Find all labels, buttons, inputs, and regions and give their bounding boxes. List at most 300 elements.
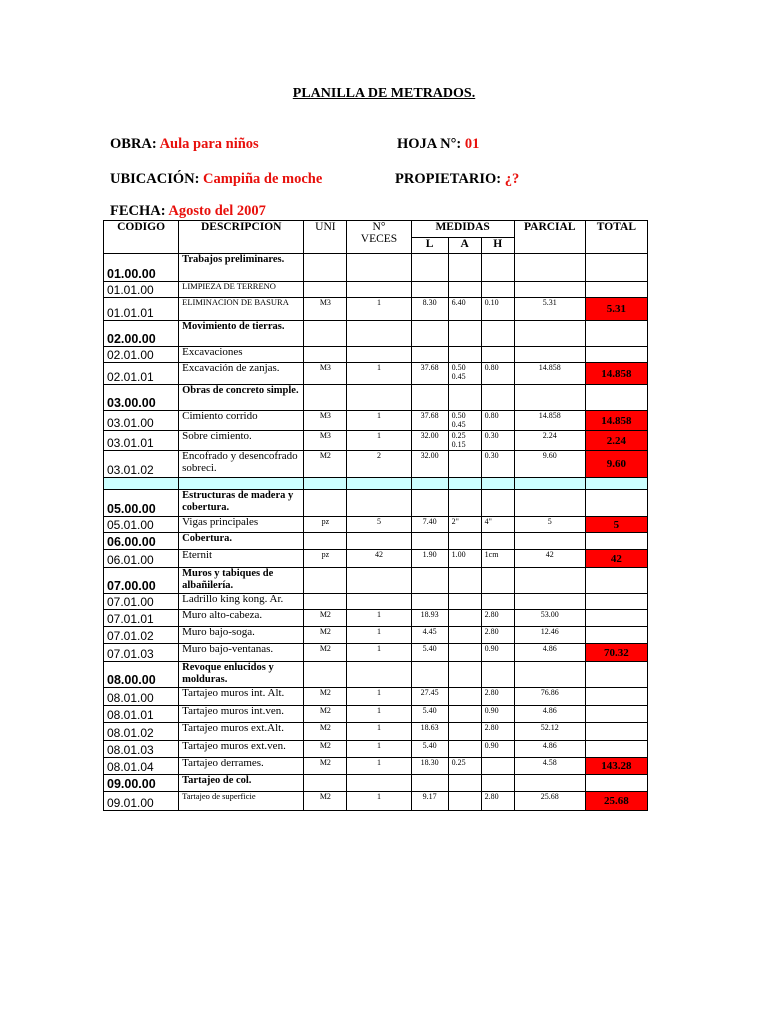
cell-parcial: 5 <box>514 517 585 533</box>
cell-total <box>585 347 647 363</box>
table-row <box>104 490 648 517</box>
cell-veces: 5 <box>347 517 411 533</box>
cell-codigo: 07.00.00 <box>104 568 179 594</box>
cell-h: 0.90 <box>481 741 514 758</box>
col-descripcion: DESCRIPCION <box>179 221 304 254</box>
table-row <box>104 478 648 490</box>
metrados-table <box>103 220 648 811</box>
col-medidas: MEDIDAS <box>411 221 514 238</box>
cell-descripcion: Encofrado y desencofrado sobreci. <box>179 451 304 478</box>
cell-codigo: 05.00.00 <box>104 490 179 517</box>
cell-veces: 1 <box>347 688 411 706</box>
cell-parcial: 4.58 <box>514 758 585 775</box>
cell-parcial <box>514 478 585 490</box>
cell-l: 8.30 <box>411 298 448 321</box>
cell-descripcion: LIMPIEZA DE TERRENO <box>179 282 304 298</box>
cell-descripcion: Sobre cimiento. <box>179 431 304 451</box>
cell-descripcion: Tartajeo de col. <box>179 775 304 792</box>
cell-h <box>481 594 514 610</box>
col-a: A <box>448 238 481 254</box>
cell-total: 5.31 <box>585 298 647 321</box>
cell-codigo: 01.00.00 <box>104 254 179 282</box>
cell-uni: M3 <box>304 298 347 321</box>
cell-total <box>585 490 647 517</box>
cell-total <box>585 741 647 758</box>
cell-a <box>448 594 481 610</box>
cell-h <box>481 775 514 792</box>
cell-total: 25.68 <box>585 792 647 811</box>
cell-parcial: 42 <box>514 550 585 568</box>
propietario-field <box>395 171 519 188</box>
table-row <box>104 644 648 662</box>
cell-a <box>448 321 481 347</box>
cell-veces <box>347 490 411 517</box>
cell-uni <box>304 385 347 411</box>
cell-total <box>585 478 647 490</box>
cell-uni <box>304 594 347 610</box>
cell-a <box>448 792 481 811</box>
cell-parcial: 14.858 <box>514 411 585 431</box>
cell-codigo: 07.01.00 <box>104 594 179 610</box>
cell-h <box>481 568 514 594</box>
cell-parcial: 9.60 <box>514 451 585 478</box>
cell-descripcion: Ladrillo king kong. Ar. <box>179 594 304 610</box>
cell-codigo <box>104 478 179 490</box>
col-veces-line2: VECES <box>360 233 398 245</box>
col-codigo: CODIGO <box>104 221 179 254</box>
cell-total <box>585 706 647 723</box>
col-uni: UNI <box>304 221 347 254</box>
cell-veces: 42 <box>347 550 411 568</box>
cell-h <box>481 254 514 282</box>
hoja-label: HOJA N°: <box>397 136 462 152</box>
cell-a: 0.25 0.15 <box>448 431 481 451</box>
cell-codigo: 06.00.00 <box>104 533 179 550</box>
cell-codigo: 08.01.00 <box>104 688 179 706</box>
table-row <box>104 627 648 644</box>
cell-h: 2.80 <box>481 688 514 706</box>
cell-veces <box>347 254 411 282</box>
cell-l <box>411 662 448 688</box>
cell-uni: pz <box>304 517 347 533</box>
cell-l <box>411 321 448 347</box>
cell-l <box>411 490 448 517</box>
cell-h: 0.30 <box>481 431 514 451</box>
cell-parcial: 53.00 <box>514 610 585 627</box>
cell-l: 7.40 <box>411 517 448 533</box>
cell-parcial: 2.24 <box>514 431 585 451</box>
cell-l <box>411 533 448 550</box>
cell-a <box>448 568 481 594</box>
cell-veces: 1 <box>347 741 411 758</box>
cell-veces <box>347 594 411 610</box>
cell-total <box>585 627 647 644</box>
cell-codigo: 03.01.00 <box>104 411 179 431</box>
cell-a: 6.40 <box>448 298 481 321</box>
table-row <box>104 385 648 411</box>
cell-descripcion: Vigas principales <box>179 517 304 533</box>
page-title: PLANILLA DE METRADOS. <box>292 86 476 101</box>
cell-h <box>481 490 514 517</box>
cell-l: 27.45 <box>411 688 448 706</box>
cell-descripcion: Cobertura. <box>179 533 304 550</box>
cell-a: 2" <box>448 517 481 533</box>
cell-codigo: 03.01.01 <box>104 431 179 451</box>
propietario-label: PROPIETARIO: <box>395 171 502 187</box>
cell-veces: 1 <box>347 792 411 811</box>
cell-parcial: 76.86 <box>514 688 585 706</box>
cell-uni <box>304 662 347 688</box>
cell-total: 14.858 <box>585 363 647 385</box>
cell-veces: 1 <box>347 411 411 431</box>
cell-parcial: 4.86 <box>514 741 585 758</box>
cell-uni: M2 <box>304 723 347 741</box>
cell-l <box>411 385 448 411</box>
cell-uni: M2 <box>304 451 347 478</box>
cell-codigo: 07.01.03 <box>104 644 179 662</box>
cell-total <box>585 594 647 610</box>
cell-codigo: 08.01.02 <box>104 723 179 741</box>
cell-h: 2.80 <box>481 610 514 627</box>
cell-l: 4.45 <box>411 627 448 644</box>
cell-total: 9.60 <box>585 451 647 478</box>
cell-h <box>481 758 514 775</box>
cell-descripcion: Excavación de zanjas. <box>179 363 304 385</box>
cell-uni: M3 <box>304 411 347 431</box>
cell-descripcion: Estructuras de madera y cobertura. <box>179 490 304 517</box>
col-l: L <box>411 238 448 254</box>
cell-uni: M2 <box>304 706 347 723</box>
cell-codigo: 09.00.00 <box>104 775 179 792</box>
cell-veces: 1 <box>347 706 411 723</box>
cell-descripcion: Tartajeo de superficie <box>179 792 304 811</box>
cell-codigo: 06.01.00 <box>104 550 179 568</box>
cell-total <box>585 723 647 741</box>
cell-l <box>411 568 448 594</box>
cell-uni: M3 <box>304 363 347 385</box>
table-row <box>104 775 648 792</box>
table-row <box>104 451 648 478</box>
table-row <box>104 411 648 431</box>
cell-uni <box>304 282 347 298</box>
cell-codigo: 07.01.02 <box>104 627 179 644</box>
cell-a <box>448 347 481 363</box>
cell-codigo: 01.01.01 <box>104 298 179 321</box>
cell-codigo: 08.01.03 <box>104 741 179 758</box>
cell-total: 5 <box>585 517 647 533</box>
cell-h <box>481 662 514 688</box>
cell-codigo: 09.01.00 <box>104 792 179 811</box>
cell-parcial: 4.86 <box>514 706 585 723</box>
cell-a <box>448 627 481 644</box>
cell-uni: M2 <box>304 627 347 644</box>
table-row <box>104 347 648 363</box>
cell-l <box>411 478 448 490</box>
cell-h: 2.80 <box>481 627 514 644</box>
cell-parcial <box>514 568 585 594</box>
cell-parcial <box>514 385 585 411</box>
cell-l <box>411 347 448 363</box>
table-row <box>104 298 648 321</box>
cell-total <box>585 688 647 706</box>
cell-a <box>448 490 481 517</box>
cell-total <box>585 254 647 282</box>
cell-veces <box>347 347 411 363</box>
ubicacion-label: UBICACIÓN: <box>110 171 200 187</box>
cell-veces: 2 <box>347 451 411 478</box>
cell-parcial <box>514 490 585 517</box>
cell-codigo: 01.01.00 <box>104 282 179 298</box>
hoja-value: 01 <box>464 136 480 152</box>
cell-codigo: 07.01.01 <box>104 610 179 627</box>
cell-a: 0.50 0.45 <box>448 363 481 385</box>
table-row <box>104 431 648 451</box>
table-row <box>104 741 648 758</box>
cell-a <box>448 644 481 662</box>
table-row <box>104 321 648 347</box>
cell-l: 18.30 <box>411 758 448 775</box>
cell-veces: 1 <box>347 298 411 321</box>
cell-codigo: 02.01.00 <box>104 347 179 363</box>
cell-descripcion: Tartajeo muros ext.ven. <box>179 741 304 758</box>
cell-descripcion: Excavaciones <box>179 347 304 363</box>
cell-uni <box>304 478 347 490</box>
obra-label: OBRA: <box>110 136 157 152</box>
cell-h: 0.90 <box>481 644 514 662</box>
cell-descripcion: Muros y tabiques de albañilería. <box>179 568 304 594</box>
cell-l: 5.40 <box>411 644 448 662</box>
cell-codigo: 05.01.00 <box>104 517 179 533</box>
table-row <box>104 723 648 741</box>
cell-l: 18.63 <box>411 723 448 741</box>
cell-codigo: 03.01.02 <box>104 451 179 478</box>
table-row <box>104 610 648 627</box>
cell-a <box>448 741 481 758</box>
cell-total: 14.858 <box>585 411 647 431</box>
cell-l: 32.00 <box>411 431 448 451</box>
cell-l: 37.68 <box>411 411 448 431</box>
col-h: H <box>481 238 514 254</box>
cell-l: 5.40 <box>411 741 448 758</box>
cell-codigo: 08.01.01 <box>104 706 179 723</box>
cell-codigo: 02.01.01 <box>104 363 179 385</box>
cell-l: 37.68 <box>411 363 448 385</box>
table-row <box>104 254 648 282</box>
cell-a <box>448 282 481 298</box>
cell-parcial: 25.68 <box>514 792 585 811</box>
fecha-field <box>110 203 266 220</box>
cell-uni <box>304 347 347 363</box>
cell-h: 0.90 <box>481 706 514 723</box>
cell-a <box>448 533 481 550</box>
cell-l <box>411 775 448 792</box>
cell-l: 9.17 <box>411 792 448 811</box>
table-row <box>104 533 648 550</box>
cell-veces <box>347 775 411 792</box>
cell-parcial <box>514 254 585 282</box>
cell-uni <box>304 254 347 282</box>
table-body <box>104 254 648 811</box>
table-row <box>104 517 648 533</box>
obra-value: Aula para niños <box>159 136 259 152</box>
cell-uni: M2 <box>304 644 347 662</box>
cell-veces: 1 <box>347 363 411 385</box>
cell-a: 0.50 0.45 <box>448 411 481 431</box>
cell-veces: 1 <box>347 627 411 644</box>
cell-h: 4" <box>481 517 514 533</box>
cell-total: 70.32 <box>585 644 647 662</box>
table-row <box>104 568 648 594</box>
cell-h <box>481 385 514 411</box>
cell-total <box>585 610 647 627</box>
fecha-label: FECHA: <box>110 203 166 219</box>
cell-veces <box>347 478 411 490</box>
cell-h: 0.80 <box>481 411 514 431</box>
cell-total <box>585 282 647 298</box>
cell-a <box>448 706 481 723</box>
cell-uni: M2 <box>304 688 347 706</box>
cell-veces <box>347 662 411 688</box>
cell-descripcion: ELIMINACION DE BASURA <box>179 298 304 321</box>
cell-l <box>411 254 448 282</box>
cell-a <box>448 385 481 411</box>
col-parcial: PARCIAL <box>514 221 585 254</box>
cell-h: 2.80 <box>481 792 514 811</box>
cell-parcial <box>514 282 585 298</box>
table-row <box>104 550 648 568</box>
cell-a <box>448 451 481 478</box>
cell-l <box>411 594 448 610</box>
cell-l <box>411 282 448 298</box>
cell-h <box>481 282 514 298</box>
cell-uni: M2 <box>304 610 347 627</box>
cell-l: 5.40 <box>411 706 448 723</box>
cell-h: 0.10 <box>481 298 514 321</box>
cell-descripcion: Muro alto-cabeza. <box>179 610 304 627</box>
cell-a: 1.00 <box>448 550 481 568</box>
cell-l: 32.00 <box>411 451 448 478</box>
table-row <box>104 363 648 385</box>
cell-a <box>448 723 481 741</box>
cell-descripcion: Cimiento corrido <box>179 411 304 431</box>
cell-a <box>448 610 481 627</box>
cell-a: 0.25 <box>448 758 481 775</box>
cell-total: 2.24 <box>585 431 647 451</box>
cell-uni: M2 <box>304 741 347 758</box>
cell-veces <box>347 321 411 347</box>
cell-codigo: 02.00.00 <box>104 321 179 347</box>
cell-parcial: 12.46 <box>514 627 585 644</box>
cell-veces: 1 <box>347 723 411 741</box>
cell-descripcion: Revoque enlucidos y molduras. <box>179 662 304 688</box>
cell-descripcion: Tartajeo muros int.ven. <box>179 706 304 723</box>
cell-l: 1.90 <box>411 550 448 568</box>
cell-descripcion <box>179 478 304 490</box>
cell-descripcion: Obras de concreto simple. <box>179 385 304 411</box>
cell-veces: 1 <box>347 644 411 662</box>
cell-codigo: 03.00.00 <box>104 385 179 411</box>
cell-parcial: 52.12 <box>514 723 585 741</box>
cell-descripcion: Trabajos preliminares. <box>179 254 304 282</box>
cell-total: 42 <box>585 550 647 568</box>
cell-veces <box>347 385 411 411</box>
cell-uni: pz <box>304 550 347 568</box>
cell-uni <box>304 568 347 594</box>
cell-parcial: 4.86 <box>514 644 585 662</box>
cell-uni: M3 <box>304 431 347 451</box>
cell-parcial <box>514 347 585 363</box>
cell-h <box>481 347 514 363</box>
cell-uni: M2 <box>304 758 347 775</box>
cell-uni <box>304 533 347 550</box>
table-row <box>104 758 648 775</box>
cell-h: 1cm <box>481 550 514 568</box>
cell-veces: 1 <box>347 610 411 627</box>
cell-parcial <box>514 662 585 688</box>
cell-total <box>585 568 647 594</box>
cell-a <box>448 688 481 706</box>
cell-descripcion: Tartajeo muros ext.Alt. <box>179 723 304 741</box>
table-row <box>104 662 648 688</box>
cell-veces: 1 <box>347 431 411 451</box>
cell-total: 143.28 <box>585 758 647 775</box>
cell-h <box>481 533 514 550</box>
cell-h <box>481 478 514 490</box>
cell-descripcion: Muro bajo-ventanas. <box>179 644 304 662</box>
cell-veces: 1 <box>347 758 411 775</box>
table-row <box>104 282 648 298</box>
cell-total <box>585 662 647 688</box>
cell-h: 2.80 <box>481 723 514 741</box>
hoja-field <box>397 136 479 153</box>
cell-veces <box>347 533 411 550</box>
cell-codigo: 08.01.04 <box>104 758 179 775</box>
cell-parcial <box>514 321 585 347</box>
cell-descripcion: Movimiento de tierras. <box>179 321 304 347</box>
cell-l: 18.93 <box>411 610 448 627</box>
table-row <box>104 792 648 811</box>
cell-parcial: 5.31 <box>514 298 585 321</box>
cell-veces <box>347 568 411 594</box>
cell-descripcion: Tartajeo derrames. <box>179 758 304 775</box>
cell-descripcion: Muro bajo-soga. <box>179 627 304 644</box>
cell-total <box>585 321 647 347</box>
cell-total <box>585 533 647 550</box>
fecha-value: Agosto del 2007 <box>168 203 266 219</box>
col-total: TOTAL <box>585 221 647 254</box>
table-row <box>104 594 648 610</box>
cell-parcial <box>514 533 585 550</box>
cell-codigo: 08.00.00 <box>104 662 179 688</box>
cell-veces <box>347 282 411 298</box>
cell-descripcion: Tartajeo muros int. Alt. <box>179 688 304 706</box>
cell-parcial: 14.858 <box>514 363 585 385</box>
table-row <box>104 706 648 723</box>
cell-descripcion: Eternit <box>179 550 304 568</box>
propietario-value: ¿? <box>504 171 520 187</box>
cell-a <box>448 662 481 688</box>
col-veces-line1: N° <box>372 221 386 233</box>
cell-total <box>585 775 647 792</box>
cell-a <box>448 254 481 282</box>
obra-field <box>110 136 259 153</box>
col-veces <box>347 221 411 254</box>
cell-parcial <box>514 594 585 610</box>
cell-parcial <box>514 775 585 792</box>
cell-uni <box>304 321 347 347</box>
cell-uni <box>304 775 347 792</box>
cell-h <box>481 321 514 347</box>
